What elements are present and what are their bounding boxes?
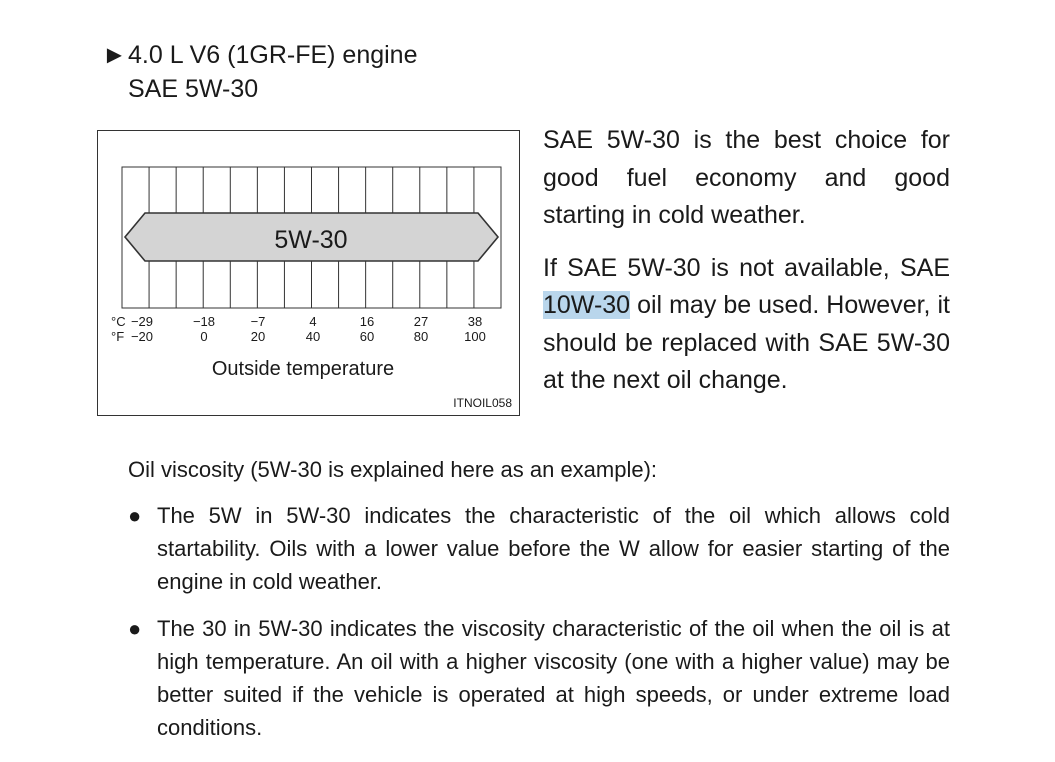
bullet-dot-icon: ● <box>128 503 142 528</box>
tick-fahrenheit: 60 <box>359 329 375 344</box>
viscosity-intro: Oil viscosity (5W-30 is explained here as an example): <box>128 457 658 482</box>
tick-celsius: −7 <box>250 314 266 329</box>
tick-label <box>293 314 333 344</box>
tick-label <box>401 314 441 344</box>
oil-recommendation-text <box>543 122 950 415</box>
figure-code: ITNOIL058 <box>453 396 512 410</box>
tick-label <box>184 314 224 344</box>
tick-label <box>238 314 278 344</box>
paragraph-best-choice: SAE 5W-30 is the best choice for good fuel economy and good starting in cold weather. <box>543 126 950 229</box>
tick-celsius: 38 <box>467 314 483 329</box>
bullet-text-5w: The 5W in 5W-30 indicates the characteristic of the oil which allows cold startability. Oils with a lower value before the W allow for easier starting of the engine in cold weather. <box>157 503 950 594</box>
tick-label <box>122 314 162 344</box>
viscosity-bullet-list <box>128 499 950 758</box>
tick-fahrenheit: −20 <box>130 329 154 344</box>
axis-label: Outside temperature <box>211 358 395 380</box>
tick-celsius: 4 <box>309 314 317 329</box>
unit-fahrenheit: °F <box>111 329 125 344</box>
tick-fahrenheit: 80 <box>413 329 429 344</box>
temperature-chart-figure <box>97 130 520 416</box>
tick-celsius: 16 <box>359 314 375 329</box>
alt-text-end: oil may be used. However, it should be replaced with SAE 5W-30 at the next oil change. <box>543 291 950 394</box>
bullet-dot-icon: ● <box>128 616 142 641</box>
section-heading <box>102 38 418 106</box>
tick-fahrenheit: 20 <box>250 329 266 344</box>
tick-celsius: −29 <box>130 314 154 329</box>
bullet-text-30: The 30 in 5W-30 indicates the viscosity characteristic of the oil when the oil is at high temperature. An oil with a higher viscosity (one with a higher value) may be better suited if the vehicle is operated at high speeds, or under extreme load conditions. <box>157 616 950 740</box>
engine-title: 4.0 L V6 (1GR-FE) engine <box>128 41 418 69</box>
tick-celsius: −18 <box>192 314 216 329</box>
bullet-item <box>128 612 950 744</box>
tick-fahrenheit: 0 <box>200 329 208 344</box>
triangle-marker-icon: ► <box>102 41 127 69</box>
highlighted-oil-grade: 10W-30 <box>543 291 631 319</box>
recommended-oil: SAE 5W-30 <box>128 75 259 103</box>
alt-text-start: If SAE 5W-30 is not available, SAE <box>543 253 950 282</box>
tick-fahrenheit: 100 <box>464 329 486 344</box>
band-label-text: 5W-30 <box>274 226 348 254</box>
tick-label <box>347 314 387 344</box>
paragraph-alternative <box>543 250 950 400</box>
tick-fahrenheit: 40 <box>305 329 321 344</box>
tick-label <box>455 314 495 344</box>
bullet-item <box>128 499 950 598</box>
tick-celsius: 27 <box>413 314 429 329</box>
unit-celsius: °C <box>111 314 126 329</box>
tick-labels <box>98 314 521 346</box>
